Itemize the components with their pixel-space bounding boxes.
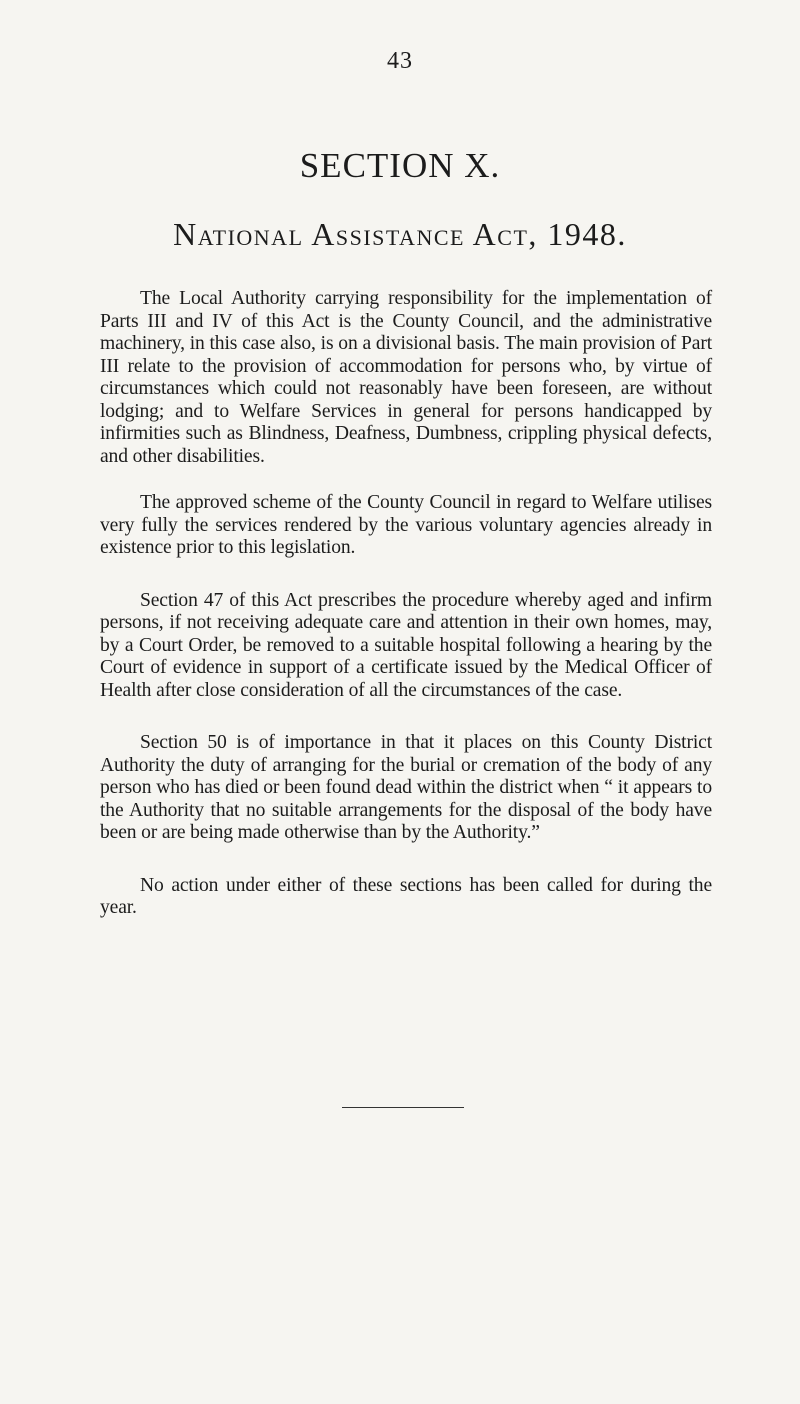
paragraph-section-50: Section 50 is of importance in that it places on this County District Authority the duty of arranging for the burial or cremation of the body of any person who has died or been found dead within the district when “ it appears to the Authority that no suitable arrangements for the disposal of the body have been or are being made otherwise than by the Authority.” — [100, 732, 712, 843]
paragraph-no-action: No action under either of these sections has been called for during the year. — [100, 874, 712, 918]
paragraph-approved-scheme: The approved scheme of the County Council in regard to Welfare utilises very fully the services rendered by the various voluntary agencies already in existence prior to this legislation. — [100, 492, 712, 558]
paragraph-local-authority: The Local Authority carrying responsibility for the implementation of Parts III and IV of this Act is the County Council, and the administrative machinery, in this case also, is on a divisional basis. The main provision of Part III relate to the provision of accommodation for persons who, by virtue of circumstances which could not reasonably have been foreseen, are without lodging; and to Welfare Services in general for persons handicapped by infirmities such as Blindness, Deafness, Dumbness, crippling physical defects, and other disabilities. — [100, 288, 712, 467]
section-heading: SECTION X. — [299, 146, 501, 185]
act-title: National Assistance Act, 1948. — [173, 216, 627, 252]
body-text — [100, 288, 712, 920]
paragraph-section-47: Section 47 of this Act prescribes the procedure whereby aged and infirm persons, if not receiving adequate care and attention in their own homes, may, by a Court Order, be removed to a suitable hospital following a hearing by the Court of evidence in support of a certificate issued by the Medical Officer of Health after close consideration of all the circumstances of the case. — [100, 589, 712, 701]
closing-rule — [342, 1107, 464, 1108]
page-number: 43 — [387, 48, 413, 74]
